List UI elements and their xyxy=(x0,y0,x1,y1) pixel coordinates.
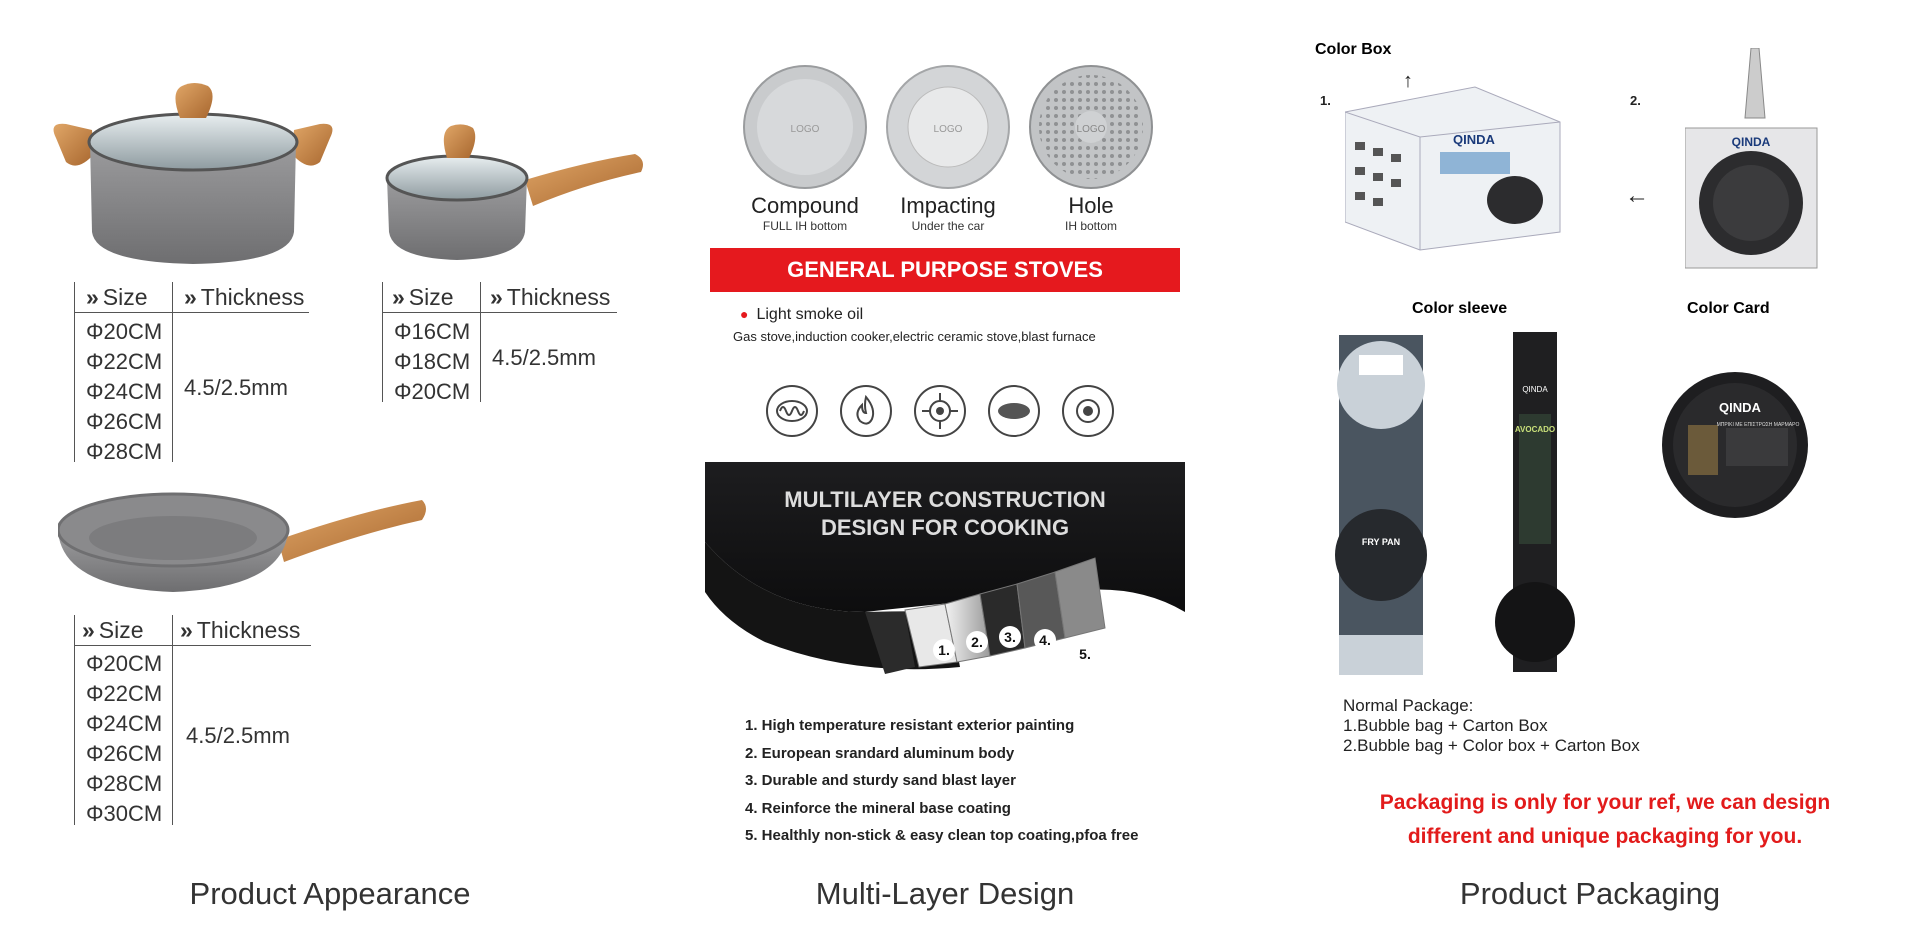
layer-number: 5. xyxy=(1079,646,1091,662)
color-sleeve-title: Color sleeve xyxy=(1412,300,1508,317)
layer-number: 3. xyxy=(1004,629,1016,645)
thickness-value: 4.5/2.5mm xyxy=(186,723,290,748)
color-box-image xyxy=(1345,82,1565,252)
layer-number: 1. xyxy=(938,642,950,658)
size-value: Φ20CM xyxy=(86,651,163,676)
impacting-bottom-image xyxy=(885,64,1011,190)
electric-plate-icon xyxy=(1062,385,1114,437)
caption-product-packaging: Product Packaging xyxy=(1459,876,1721,911)
brand-logo-text: QINDA xyxy=(1522,385,1548,394)
thickness-header: » Thickness xyxy=(184,284,305,310)
size-value: Φ24CM xyxy=(86,711,163,736)
size-value: Φ28CM xyxy=(86,439,163,464)
size-value: Φ16CM xyxy=(394,319,471,344)
brand-logo-text: QINDA xyxy=(1453,132,1495,147)
thickness-value: 4.5/2.5mm xyxy=(492,345,596,370)
pan-text-line-2: DESIGN FOR COOKING xyxy=(820,515,1070,540)
size-value: Φ18CM xyxy=(394,349,471,374)
gas-burner-icon xyxy=(914,385,966,437)
up-arrow-icon: ↑ xyxy=(1403,70,1413,92)
smoke-oil-note: ● Light smoke oil xyxy=(740,306,864,323)
layer-list xyxy=(745,717,1138,855)
size-header: » Size xyxy=(392,284,454,310)
sleeve-fry-pan-label: FRY PAN xyxy=(1361,537,1401,547)
compound-bottom-image xyxy=(742,64,868,190)
sleeve-avocado-label: AVOCADO xyxy=(1514,425,1556,434)
size-table-frypan xyxy=(74,615,311,825)
color-box-title: Color Box xyxy=(1315,41,1392,58)
caption-product-appearance: Product Appearance xyxy=(189,876,471,911)
card-brand-text: QINDA xyxy=(1719,400,1761,415)
size-value: Φ30CM xyxy=(86,801,163,826)
packaging-note: Packaging is only for your ref, we can design different and unique packaging for you. xyxy=(1379,791,1831,848)
fry-pan-image xyxy=(58,472,428,597)
size-value: Φ20CM xyxy=(86,319,163,344)
saucepan-image xyxy=(385,122,645,262)
size-header: » Size xyxy=(82,617,144,643)
size-header: » Size xyxy=(86,284,148,310)
color-card-image xyxy=(1660,370,1810,520)
casserole-pot-image xyxy=(48,82,338,267)
thickness-value: 4.5/2.5mm xyxy=(184,375,288,400)
layer-item: 2. European srandard aluminum body xyxy=(745,744,1015,762)
stove-types: Gas stove,induction cooker,electric ceramic stove,blast furnace xyxy=(733,329,1096,344)
size-value: Φ26CM xyxy=(86,741,163,766)
size-table-pot xyxy=(74,282,309,462)
logo-text: LOGO xyxy=(790,124,820,135)
package-number-2: 2. xyxy=(1630,93,1641,108)
layer-item: 1. High temperature resistant exterior painting xyxy=(745,717,1075,734)
size-value: Φ22CM xyxy=(86,681,163,706)
frying-pan-box-image xyxy=(1685,48,1820,273)
hole-label: Hole IH bottom xyxy=(1064,193,1118,233)
thickness-header: » Thickness xyxy=(180,617,301,643)
size-value: Φ20CM xyxy=(394,379,471,404)
thickness-header: » Thickness xyxy=(490,284,611,310)
size-value: Φ28CM xyxy=(86,771,163,796)
package-number-1: 1. xyxy=(1320,93,1331,108)
color-card-title: Color Card xyxy=(1687,300,1770,317)
logo-text: LOGO xyxy=(933,124,963,135)
size-value: Φ24CM xyxy=(86,379,163,404)
layer-number: 4. xyxy=(1039,632,1051,648)
size-value: Φ22CM xyxy=(86,349,163,374)
size-value: Φ26CM xyxy=(86,409,163,434)
normal-package-info: Normal Package: 1.Bubble bag + Carton Box 2.Bubble bag + Color box + Carton Box xyxy=(1343,696,1640,755)
color-sleeve-fry-pan-image xyxy=(1333,335,1429,675)
logo-text: LOGO xyxy=(1076,124,1106,135)
layer-number: 2. xyxy=(971,634,983,650)
induction-coil-icon xyxy=(766,385,818,437)
card-product-line: ΜΠΡΙΚΙ ΜΕ ΕΠΙΣΤΡΩΣΗ ΜΑΡΜΑΡΟ xyxy=(1716,422,1800,428)
caption-multi-layer-design: Multi-Layer Design xyxy=(815,876,1075,911)
left-arrow-icon: ← xyxy=(1625,182,1649,209)
layer-item: 3. Durable and sturdy sand blast layer xyxy=(745,772,1016,789)
compound-label: Compound FULL IH bottom xyxy=(751,193,859,233)
color-sleeve-avocado-image xyxy=(1495,332,1575,672)
ceramic-hob-icon xyxy=(988,385,1040,437)
size-table-saucepan xyxy=(382,282,617,402)
hole-bottom-image xyxy=(1028,64,1154,190)
layer-item: 4. Reinforce the mineral base coating xyxy=(745,799,1011,817)
pan-text-line-1: MULTILAYER CONSTRUCTION xyxy=(784,487,1106,512)
impacting-label: Impacting Under the car xyxy=(900,193,996,233)
multilayer-cross-section-image xyxy=(705,462,1185,692)
brand-logo-text: QINDA xyxy=(1731,135,1771,149)
gas-flame-icon xyxy=(840,385,892,437)
general-purpose-stoves-banner: GENERAL PURPOSE STOVES xyxy=(710,248,1180,292)
layer-item: 5. Healthly non-stick & easy clean top coating,pfoa free xyxy=(745,827,1139,844)
